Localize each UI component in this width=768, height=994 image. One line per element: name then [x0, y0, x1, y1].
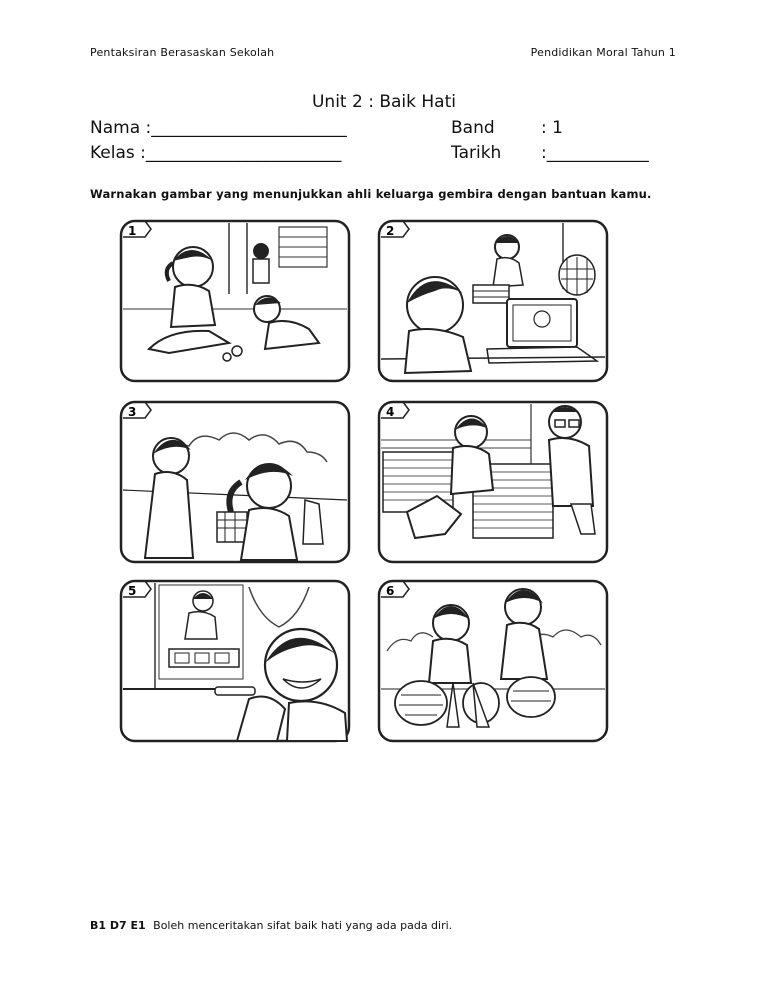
date-label: Tarikh [451, 143, 502, 163]
header-subject: Pendidikan Moral Tahun 1 [530, 46, 676, 59]
picture-panel-2[interactable] [377, 219, 609, 383]
panel-number-2: 2 [386, 224, 395, 238]
standard-description: Boleh menceritakan sifat baik hati yang ada pada diri. [153, 919, 453, 932]
panel-1-illustration [119, 219, 351, 383]
picture-panel-6[interactable] [377, 579, 609, 743]
band-value: : 1 [541, 118, 563, 138]
name-label: Nama : [90, 118, 152, 138]
class-field[interactable] [90, 143, 341, 163]
class-blank: _______________________ [145, 143, 342, 163]
picture-panel-3[interactable] [119, 400, 351, 564]
panel-number-4: 4 [386, 405, 395, 419]
header-school-assessment: Pentaksiran Berasaskan Sekolah [90, 46, 275, 59]
band-label: Band [451, 118, 495, 138]
panel-2-illustration [377, 219, 609, 383]
panel-number-1: 1 [128, 224, 137, 238]
worksheet-title: Unit 2 : Baik Hati [311, 92, 456, 112]
panel-4-illustration [377, 400, 609, 564]
standard-code: B1 D7 E1 [90, 919, 146, 932]
class-label: Kelas : [90, 143, 146, 163]
panel-number-6: 6 [386, 584, 395, 598]
panel-5-illustration [119, 579, 351, 743]
date-field[interactable]: :____________ [541, 143, 649, 163]
panel-6-illustration [377, 579, 609, 743]
name-blank: _______________________ [151, 118, 347, 138]
instruction-text: Warnakan gambar yang menunjukkan ahli keluarga gembira dengan bantuan kamu. [90, 187, 652, 201]
picture-panel-4[interactable] [377, 400, 609, 564]
panel-number-5: 5 [128, 584, 137, 598]
panel-3-illustration [119, 400, 351, 564]
learning-standard [90, 919, 452, 932]
panel-number-3: 3 [128, 405, 137, 419]
picture-panel-1[interactable] [119, 219, 351, 383]
name-field[interactable] [90, 118, 347, 138]
picture-panel-5[interactable] [119, 579, 351, 743]
